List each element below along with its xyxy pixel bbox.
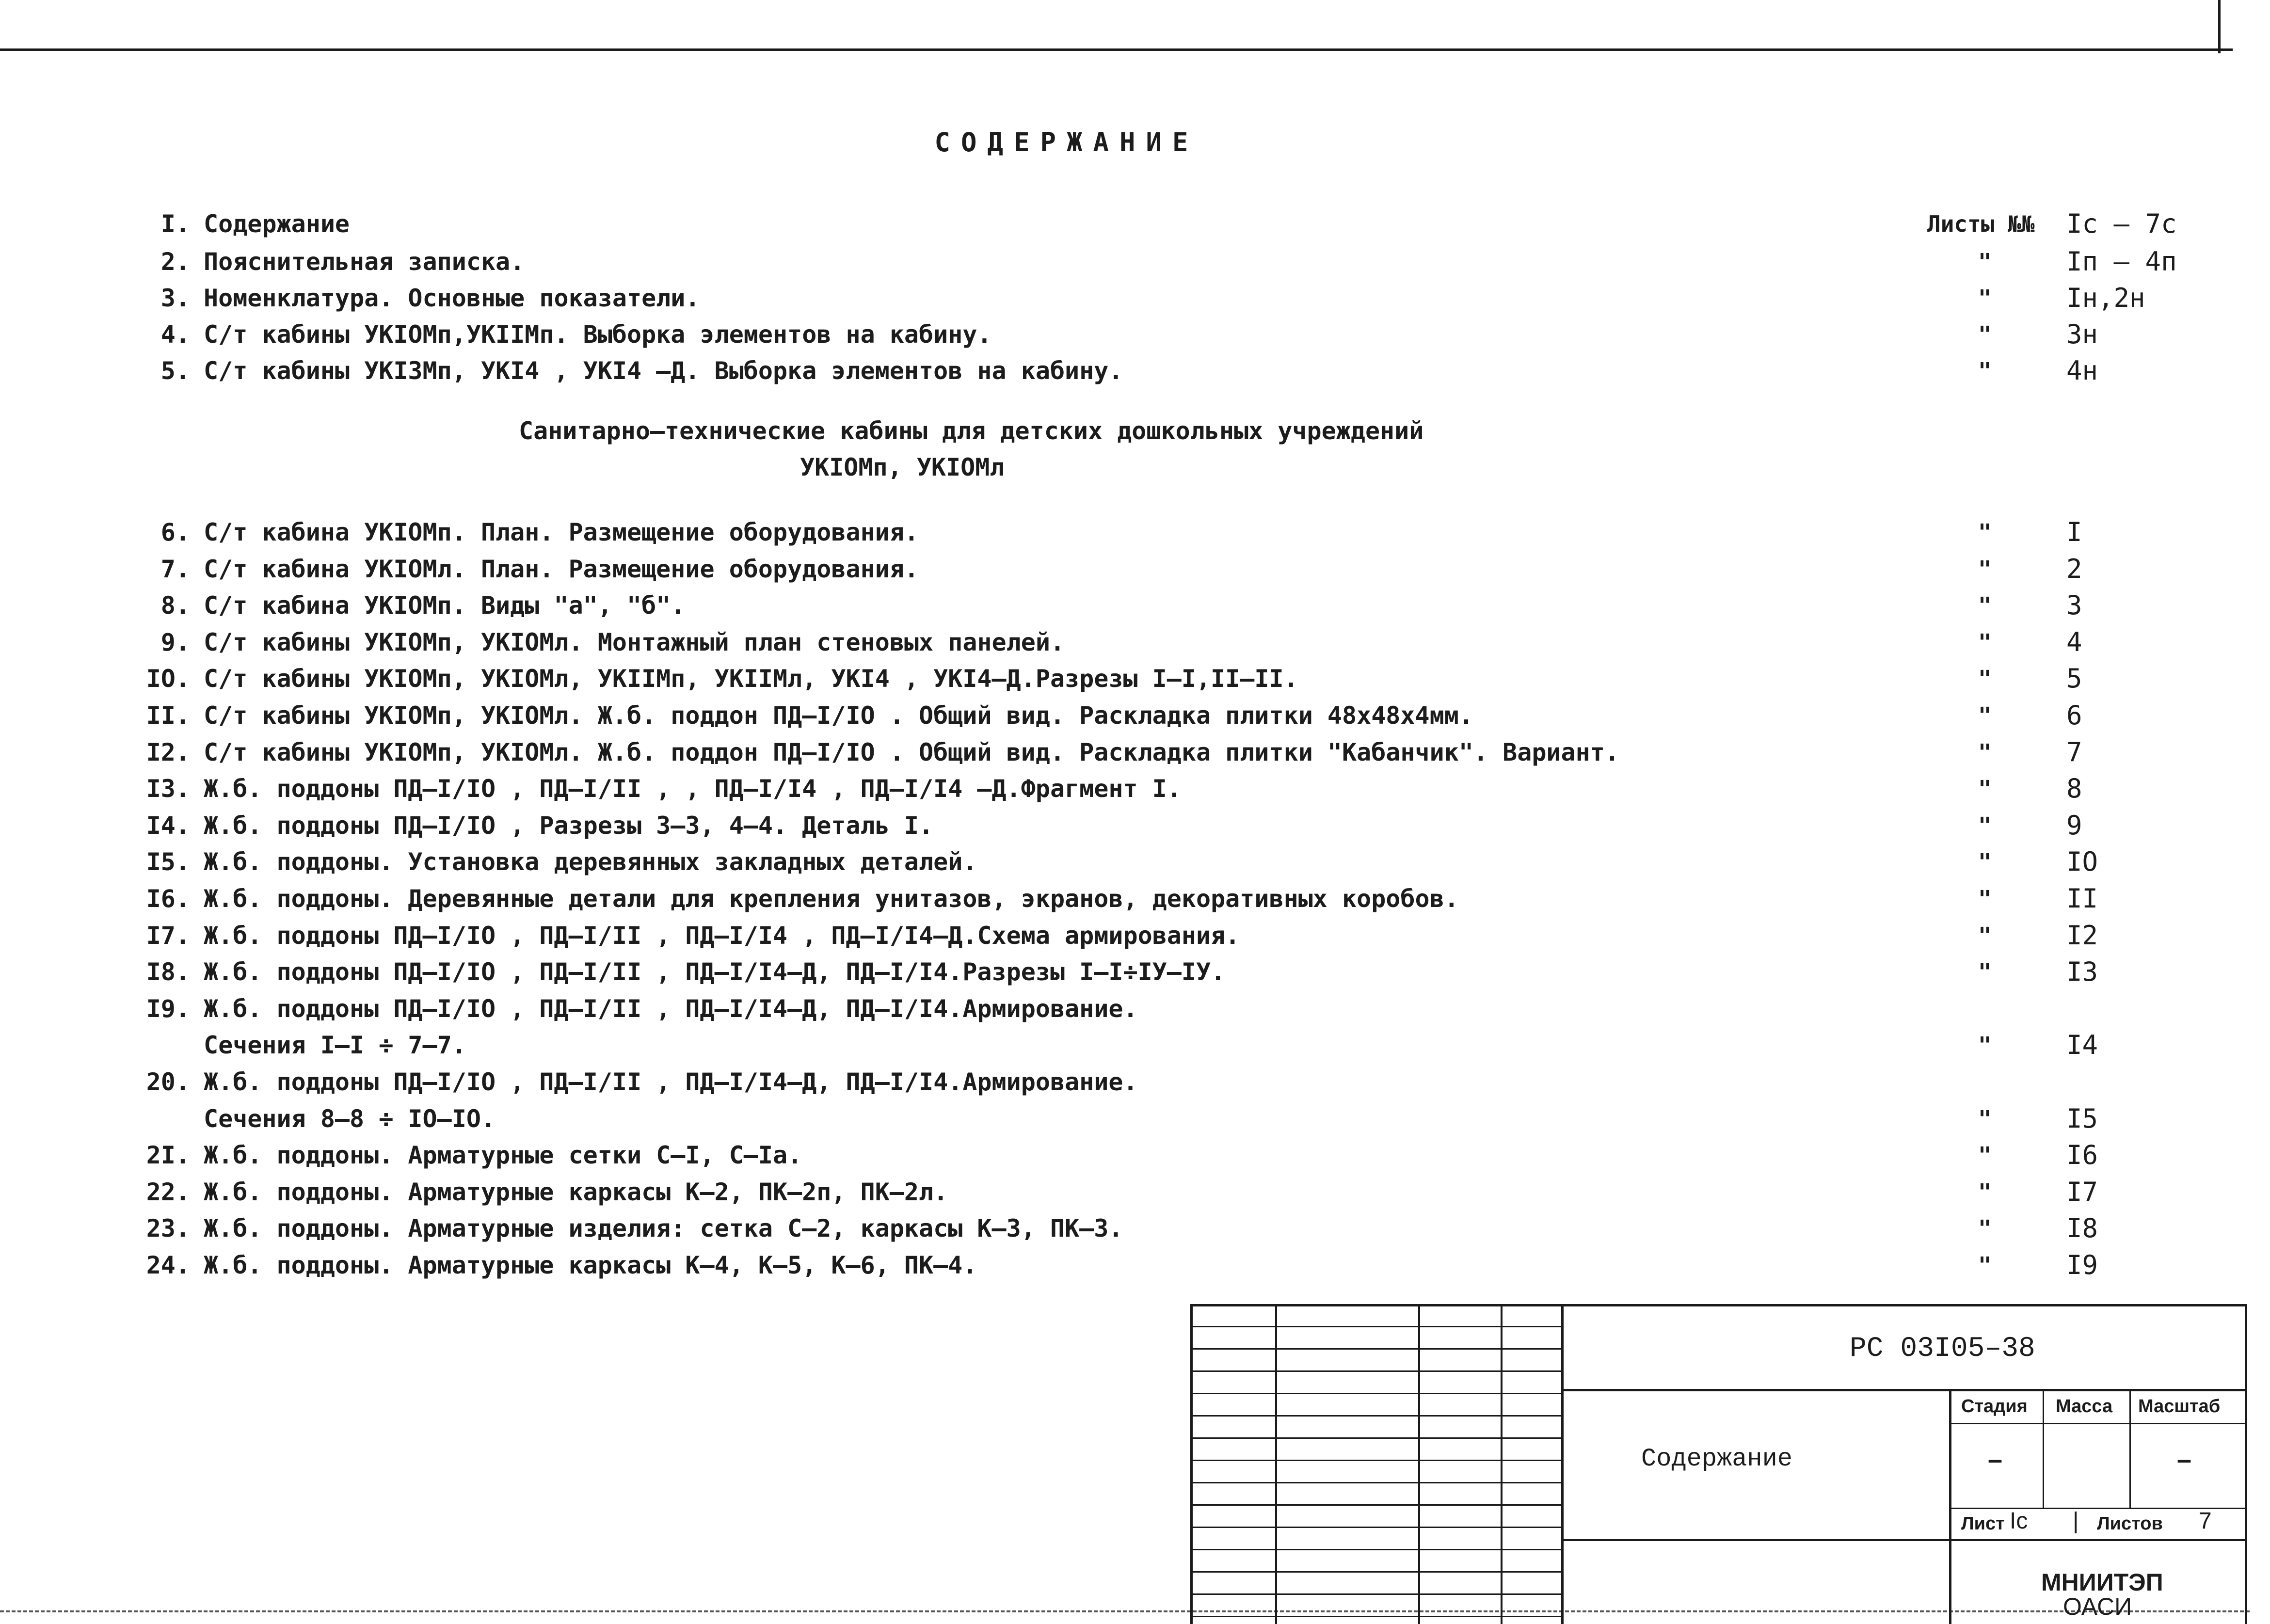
- toc-row-sheet: 8: [2066, 773, 2082, 804]
- toc-row-title: Ж.б. поддоны ПД–I/IO , ПД–I/II , , ПД–I/I4 , ПД–I/I4 –Д.Фрагмент I.: [204, 775, 1182, 803]
- ditto-mark: ": [1978, 886, 1992, 912]
- toc-row-sheet: 6: [2066, 700, 2082, 731]
- ditto-mark: ": [1978, 1106, 1992, 1132]
- ditto-mark: ": [1978, 321, 1992, 348]
- toc-row-number: 23.: [146, 1214, 190, 1242]
- toc-row-number: IO.: [146, 665, 190, 693]
- toc-row-number: 2I.: [146, 1141, 190, 1169]
- scale-label: Масштаб: [2138, 1396, 2221, 1417]
- ditto-mark: ": [1978, 1215, 1992, 1242]
- toc-row-title: Ж.б. поддоны. Арматурные каркасы К–4, К–5, К–6, ПК–4.: [204, 1251, 977, 1279]
- toc-row-title: С/т кабина УКIОМл. План. Размещение оборудования.: [204, 555, 919, 583]
- toc-row-title: С/т кабины УКIОМп,УКIIМп. Выборка элементов на кабину.: [204, 320, 992, 349]
- toc-row-title: Ж.б. поддоны ПД–I/IO , ПД–I/II , ПД–I/I4–Д, ПД–I/I4.Армирование.: [204, 995, 1138, 1023]
- toc-row-sheet: I2: [2066, 920, 2098, 951]
- toc-row-number: I8.: [146, 958, 190, 986]
- toc-row-sheet: 5: [2066, 663, 2082, 694]
- ditto-mark: ": [1978, 666, 1992, 692]
- toc-row-title: С/т кабина УКIОМп. Виды "а", "б".: [204, 591, 686, 620]
- toc-row-sheet: 3н: [2066, 319, 2098, 350]
- toc-row-title: Ж.б. поддоны. Арматурные сетки С–I, С–Iа.: [204, 1141, 802, 1169]
- toc-row-title: Ж.б. поддоны ПД–I/IO , ПД–I/II , ПД–I/I4–Д, ПД–I/I4.Разрезы I–I÷IУ–IУ.: [204, 958, 1226, 986]
- toc-row-number: I4.: [146, 812, 190, 840]
- title-block: [1190, 1304, 2247, 1624]
- ditto-mark: ": [1978, 1179, 1992, 1205]
- toc-row-number: 20.: [146, 1068, 190, 1096]
- frame-top-line: [0, 48, 2233, 51]
- page-title: СОДЕРЖАНИЕ: [934, 127, 1199, 158]
- stage-value: –: [1988, 1445, 2003, 1474]
- ditto-mark: ": [1978, 592, 1992, 619]
- sheet-number: Iс: [2010, 1508, 2028, 1534]
- toc-row-number: II.: [146, 701, 190, 730]
- toc-row-number: I5.: [146, 848, 190, 876]
- document-name: Содержание: [1641, 1445, 1793, 1473]
- ditto-mark: ": [1978, 1032, 1992, 1058]
- toc-row-number: 2.: [160, 248, 190, 276]
- ditto-mark: ": [1978, 849, 1992, 875]
- toc-row-sheet: I8: [2066, 1213, 2098, 1243]
- toc-row-sheet: 4: [2066, 627, 2082, 657]
- toc-row-number: 6.: [160, 518, 190, 546]
- toc-row-title: Ж.б. поддоны ПД–I/IO , ПД–I/II , ПД–I/I4 , ПД–I/I4–Д.Схема армирования.: [204, 922, 1240, 950]
- toc-row-number: 4.: [160, 320, 190, 349]
- sheet-divider: |: [2073, 1508, 2079, 1534]
- ditto-mark: ": [1978, 1142, 1992, 1168]
- frame-right-line: [2218, 0, 2221, 53]
- ditto-mark: ": [1978, 285, 1992, 311]
- ditto-mark: ": [1978, 358, 1992, 384]
- toc-row-title: С/т кабины УКIОМп, УКIОМл. Монтажный план стеновых панелей.: [204, 628, 1065, 656]
- ditto-mark: ": [1978, 629, 1992, 655]
- sheets-label: Листов: [2097, 1513, 2163, 1534]
- toc-row-sheet: Iс – 7с: [2066, 208, 2177, 239]
- ditto-mark: ": [1978, 1252, 1992, 1278]
- ditto-mark: ": [1978, 556, 1992, 582]
- toc-row-title: Номенклатура. Основные показатели.: [204, 284, 700, 312]
- sheets-count: 7: [2199, 1508, 2212, 1534]
- toc-row-sheet: I7: [2066, 1177, 2098, 1207]
- toc-row-number: I2.: [146, 738, 190, 766]
- mass-label: Масса: [2056, 1396, 2113, 1417]
- toc-row-title: Ж.б. поддоны. Установка деревянных закладных деталей.: [204, 848, 977, 876]
- section-subheading: УКIОМп, УКIОМл: [800, 453, 1005, 481]
- toc-row-title: Ж.б. поддоны. Арматурные каркасы К–2, ПК–2п, ПК–2л.: [204, 1178, 948, 1206]
- toc-row-title: С/т кабины УКIОМп, УКIОМл, УКIIМп, УКIIМл, УКI4 , УКI4–Д.Разрезы I–I,II–II.: [204, 665, 1298, 693]
- toc-row-sheet: 7: [2066, 737, 2082, 767]
- toc-row-number: 5.: [160, 357, 190, 385]
- toc-row-title: Сечения 8–8 ÷ IO–IO.: [204, 1105, 496, 1133]
- document-code: РС 03I05–38: [1850, 1333, 2035, 1365]
- ditto-mark: ": [1978, 739, 1992, 765]
- toc-row-title: Ж.б. поддоны. Деревянные детали для крепления унитазов, экранов, декоративных коробов.: [204, 885, 1459, 913]
- toc-row-sheet: II: [2066, 883, 2098, 914]
- toc-row-number: 22.: [146, 1178, 190, 1206]
- organization-name: МНИИТЭП: [2041, 1569, 2163, 1596]
- ditto-mark: ": [1978, 812, 1992, 839]
- ditto-mark: ": [1978, 923, 1992, 949]
- toc-row-sheet: I5: [2066, 1103, 2098, 1134]
- toc-row-sheet: Iп – 4п: [2066, 246, 2177, 277]
- toc-row-title: Содержание: [204, 210, 350, 238]
- toc-row-number: 3.: [160, 284, 190, 312]
- toc-row-sheet: 4н: [2066, 355, 2098, 386]
- toc-row-title: Ж.б. поддоны ПД–I/IO , ПД–I/II , ПД–I/I4–Д, ПД–I/I4.Армирование.: [204, 1068, 1138, 1096]
- toc-row-title: Сечения I–I ÷ 7–7.: [204, 1031, 466, 1059]
- toc-row-sheet: I6: [2066, 1140, 2098, 1170]
- ditto-mark: ": [1978, 959, 1992, 985]
- sheets-header: Листы №№: [1927, 211, 2035, 237]
- stage-label: Стадия: [1961, 1396, 2028, 1417]
- section-heading: Санитарно–технические кабины для детских дошкольных учреждений: [519, 417, 1424, 445]
- toc-row-title: С/т кабины УКIОМп, УКIОМл. Ж.б. поддон ПД–I/IO . Общий вид. Раскладка плитки "Кабанчик". Вариант.: [204, 738, 1619, 766]
- toc-row-sheet: 3: [2066, 590, 2082, 621]
- toc-row-sheet: 9: [2066, 810, 2082, 841]
- toc-row-title: Пояснительная записка.: [204, 248, 525, 276]
- toc-row-number: 24.: [146, 1251, 190, 1279]
- toc-row-sheet: I: [2066, 517, 2082, 547]
- toc-row-sheet: 2: [2066, 554, 2082, 584]
- toc-row-title: Ж.б. поддоны ПД–I/IO , Разрезы 3–3, 4–4. Деталь I.: [204, 812, 934, 840]
- toc-row-number: I6.: [146, 885, 190, 913]
- toc-row-title: Ж.б. поддоны. Арматурные изделия: сетка С–2, каркасы К–3, ПК–3.: [204, 1214, 1123, 1242]
- toc-row-number: 7.: [160, 555, 190, 583]
- organization-subname: ОАСИ: [2063, 1593, 2132, 1620]
- toc-row-number: I7.: [146, 922, 190, 950]
- toc-row-sheet: Iн,2н: [2066, 283, 2145, 313]
- ditto-mark: ": [1978, 249, 1992, 275]
- toc-row-title: С/т кабины УКI3Мп, УКI4 , УКI4 –Д. Выборка элементов на кабину.: [204, 357, 1123, 385]
- toc-row-sheet: I9: [2066, 1250, 2098, 1280]
- toc-row-number: 8.: [160, 591, 190, 620]
- scale-value: –: [2177, 1445, 2192, 1474]
- toc-row-title: С/т кабины УКIОМп, УКIОМл. Ж.б. поддон ПД–I/IO . Общий вид. Раскладка плитки 48х48х4мм.: [204, 701, 1473, 730]
- sheet-label: Лист: [1961, 1513, 2005, 1534]
- toc-row-number: 9.: [160, 628, 190, 656]
- toc-row-sheet: IO: [2066, 846, 2098, 877]
- toc-row-number: I9.: [146, 995, 190, 1023]
- toc-row-number: I3.: [146, 775, 190, 803]
- toc-row-sheet: I3: [2066, 956, 2098, 987]
- ditto-mark: ": [1978, 702, 1992, 729]
- toc-row-sheet: I4: [2066, 1030, 2098, 1060]
- toc-row-number: I.: [160, 210, 190, 238]
- toc-row-title: С/т кабина УКIОМп. План. Размещение оборудования.: [204, 518, 919, 546]
- ditto-mark: ": [1978, 519, 1992, 545]
- ditto-mark: ": [1978, 776, 1992, 802]
